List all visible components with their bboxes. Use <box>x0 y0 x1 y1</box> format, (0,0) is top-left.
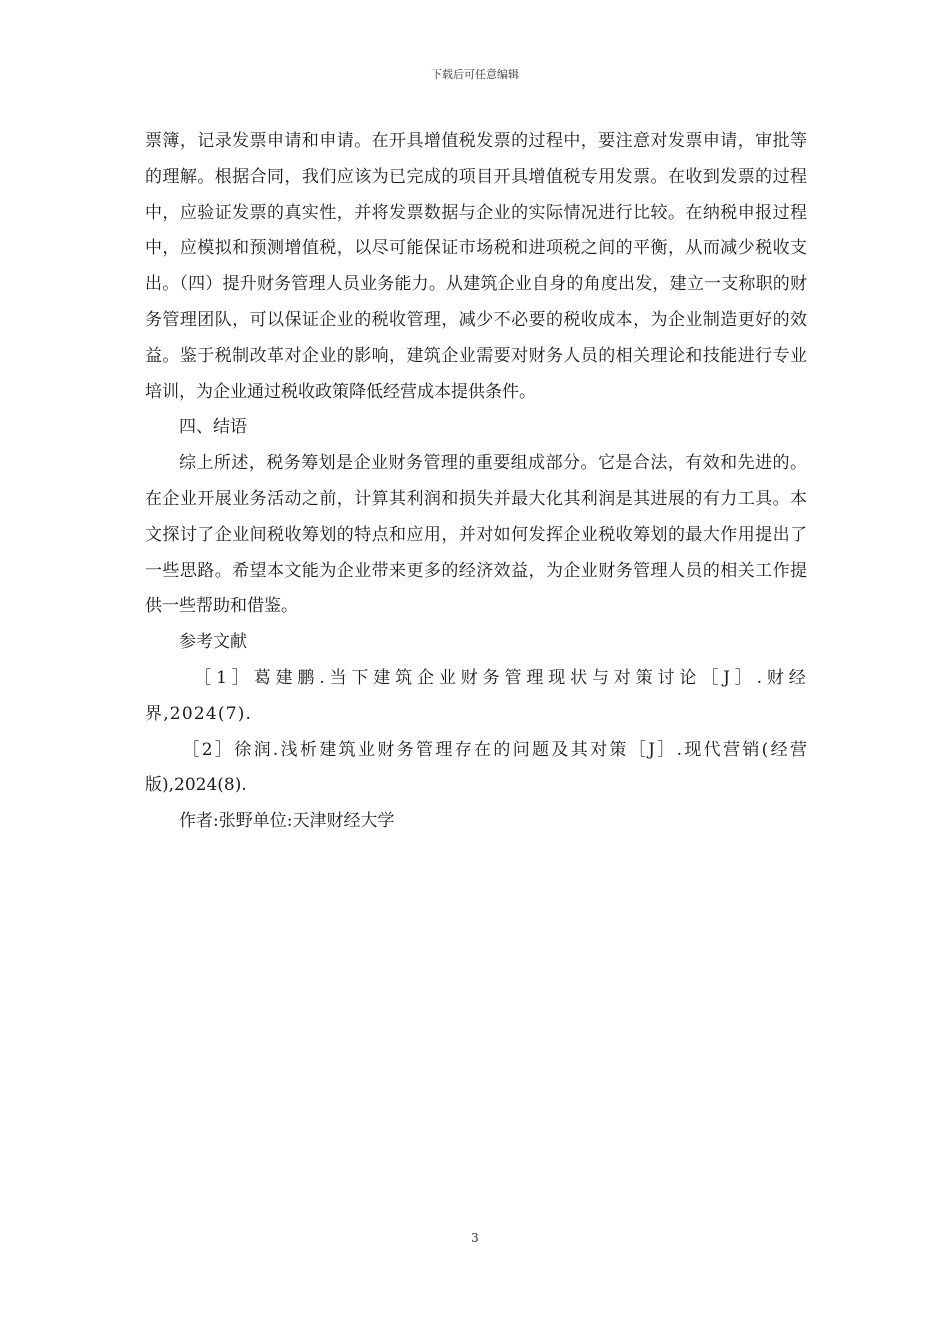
page-header: 下载后可任意编辑 <box>431 68 519 81</box>
body-paragraph: 票簿，记录发票申请和申请。在开具增值税发票的过程中，要注意对发票申请，审批等的理解。根据合同，我们应该为已完成的项目开具增值税专用发票。在收到发票的过程中，应验证发票的真实性，并将发票数据与企业的实际情况进行比较。在纳税申报过程中，应模拟和预测增值税，以尽可能保证市场税和进项税之间的平衡，从而减少税收支出。（四）提升财务管理人员业务能力。从建筑企业自身的角度出发，建立一支称职的财务管理团队，可以保证企业的税收管理，减少不必要的税收成本，为企业制造更好的效益。鉴于税制改革对企业的影响，建筑企业需要对财务人员的相关理论和技能进行专业培训，为企业通过税收政策降低经营成本提供条件。 <box>145 131 807 402</box>
references-heading: 参考文献 <box>179 632 247 653</box>
author-line: 作者:张野单位:天津财经大学 <box>179 811 395 832</box>
document-body <box>145 124 807 840</box>
reference-item: ［1］葛建鹏.当下建筑企业财务管理现状与对策讨论［J］.财经界,2024(7). <box>145 667 807 724</box>
page-number: 3 <box>471 1231 479 1245</box>
conclusion-paragraph: 综上所述，税务筹划是企业财务管理的重要组成部分。它是合法，有效和先进的。在企业开展业务活动之前，计算其利润和损失并最大化其利润是其进展的有力工具。本文探讨了企业间税收筹划的特点和应用，并对如何发挥企业税收筹划的最大作用提出了一些思路。希望本文能为企业带来更多的经济效益，为企业财务管理人员的相关工作提供一些帮助和借鉴。 <box>145 453 807 617</box>
section-heading-conclusion: 四、结语 <box>179 417 247 438</box>
reference-item: ［2］徐润.浅析建筑业财务管理存在的问题及其对策［J］.现代营销(经营版),2024(8). <box>145 739 807 796</box>
